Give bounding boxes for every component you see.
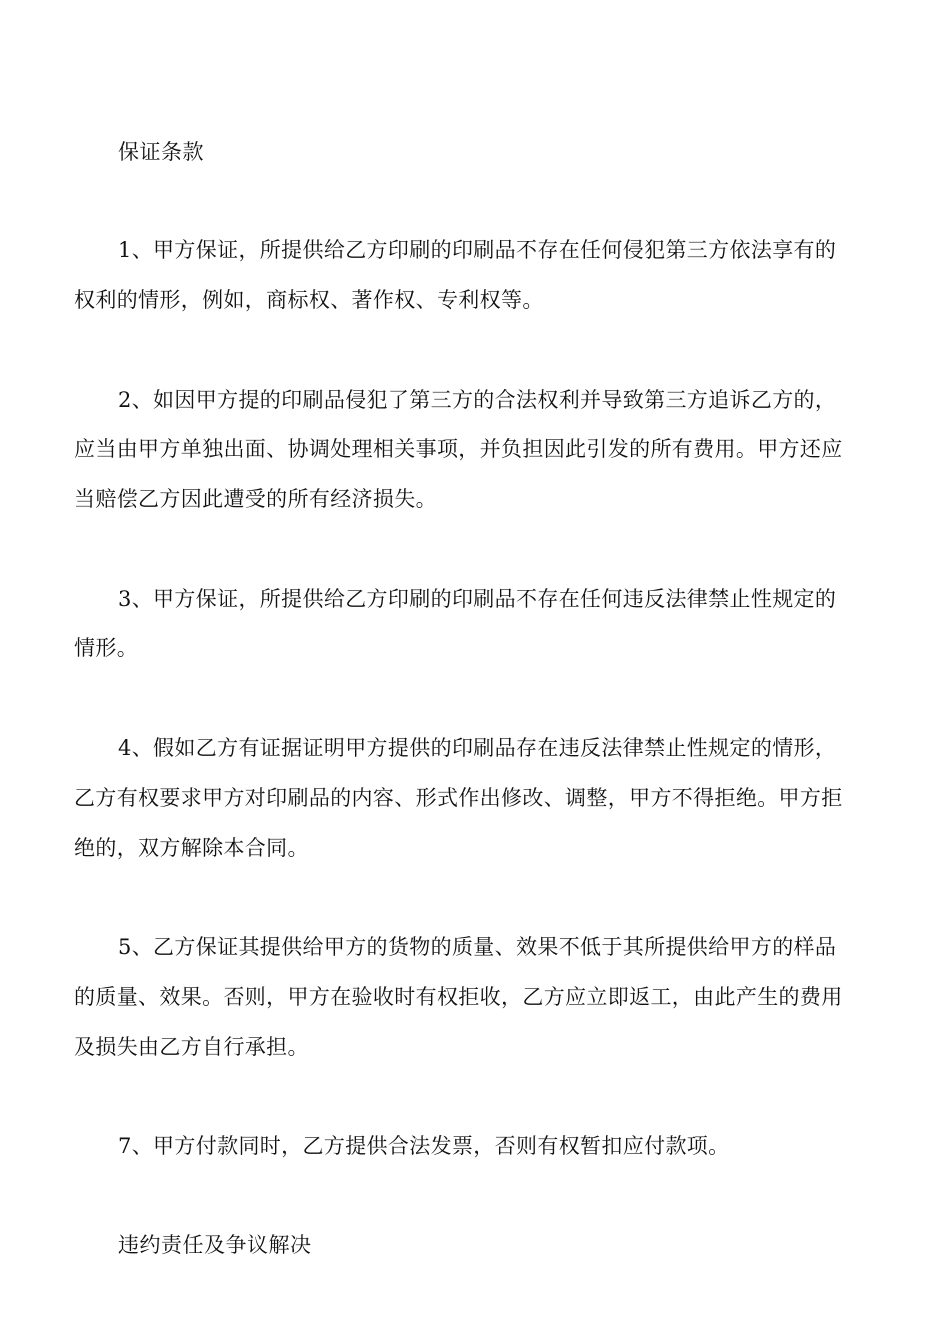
clause-5-line-3: 及损失由乙方自行承担。 xyxy=(74,1035,309,1059)
clause-2-line-3: 当赔偿乙方因此遭受的所有经济损失。 xyxy=(74,487,437,511)
clause-4-line-3: 绝的，双方解除本合同。 xyxy=(74,836,309,860)
clause-7-line-1: 7、甲方付款同时，乙方提供合法发票，否则有权暂扣应付款项。 xyxy=(118,1134,730,1158)
section-heading-guarantee: 保证条款 xyxy=(118,140,204,164)
clause-3-line-2: 情形。 xyxy=(74,636,139,660)
clause-4-line-1: 4、假如乙方有证据证明甲方提供的印刷品存在违反法律禁止性规定的情形， xyxy=(118,736,837,760)
clause-3-line-1: 3、甲方保证，所提供给乙方印刷的印刷品不存在任何违反法律禁止性规定的 xyxy=(118,587,837,611)
clause-4-line-2: 乙方有权要求甲方对印刷品的内容、形式作出修改、调整，甲方不得拒绝。甲方拒 xyxy=(74,786,843,810)
section-heading-liability: 违约责任及争议解决 xyxy=(118,1233,312,1257)
clause-5-line-2: 的质量、效果。否则，甲方在验收时有权拒收，乙方应立即返工，由此产生的费用 xyxy=(74,985,843,1009)
clause-1-line-2: 权利的情形，例如，商标权、著作权、专利权等。 xyxy=(74,288,544,312)
clause-5-line-1: 5、乙方保证其提供给甲方的货物的质量、效果不低于其所提供给甲方的样品 xyxy=(118,935,837,959)
clause-2-line-1: 2、如因甲方提的印刷品侵犯了第三方的合法权利并导致第三方追诉乙方的， xyxy=(118,388,837,412)
clause-1-line-1: 1、甲方保证，所提供给乙方印刷的印刷品不存在任何侵犯第三方依法享有的 xyxy=(118,238,837,262)
clause-2-line-2: 应当由甲方单独出面、协调处理相关事项，并负担因此引发的所有费用。甲方还应 xyxy=(74,437,843,461)
